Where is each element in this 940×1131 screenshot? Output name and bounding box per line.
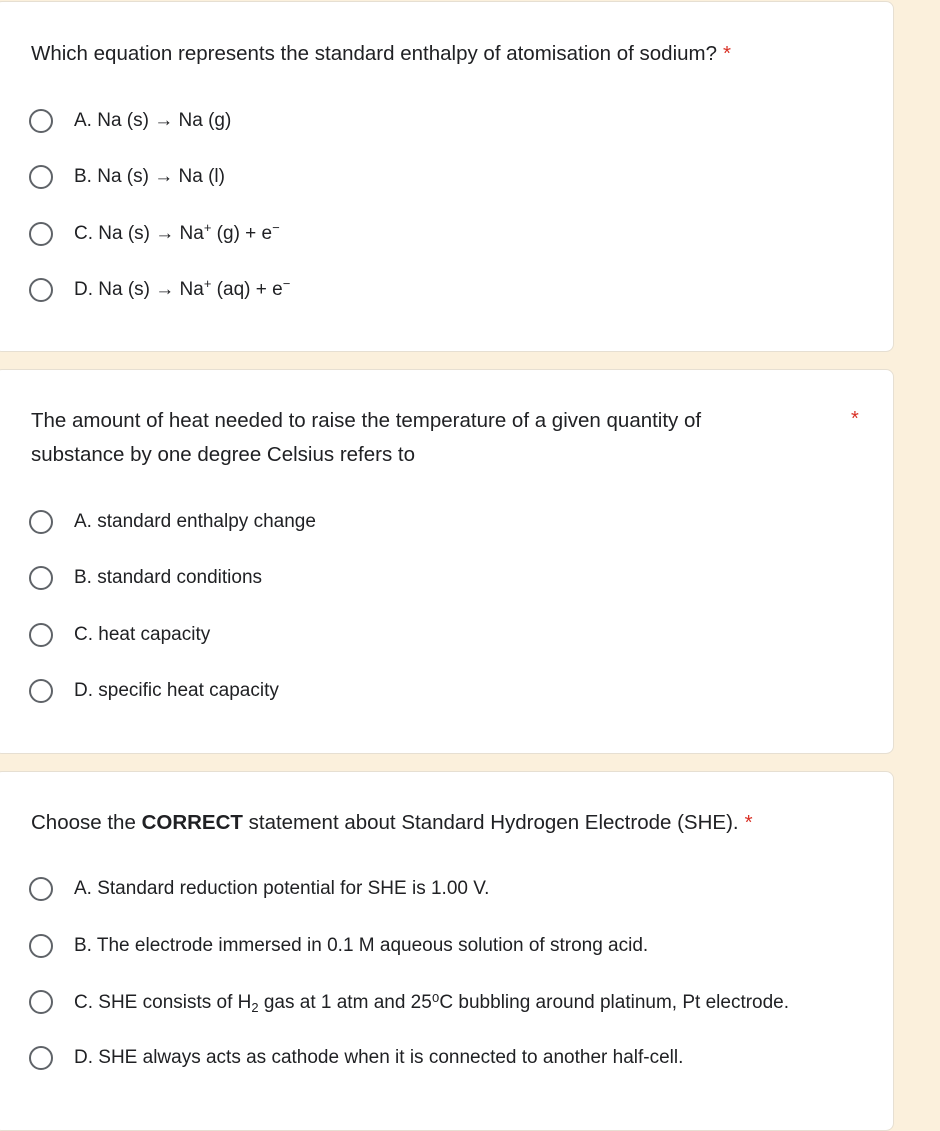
option-label (74, 219, 280, 245)
superscript: − (272, 219, 280, 235)
radio-option-d[interactable] (29, 273, 290, 307)
radio-option-d[interactable] (29, 1041, 683, 1075)
radio-option-a[interactable] (29, 104, 231, 138)
required-asterisk: * (744, 811, 753, 834)
required-asterisk: * (723, 42, 732, 65)
option-label: D. specific heat capacity (74, 680, 279, 701)
radio-option-a[interactable] (29, 872, 489, 906)
radio-button[interactable] (29, 990, 53, 1014)
superscript: + (203, 275, 212, 291)
question-text: The amount of heat needed to raise the temperature of a given quantity of substance by one degree Celsius refers to (31, 409, 702, 466)
radio-option-a[interactable] (29, 505, 316, 539)
radio-button[interactable] (29, 278, 53, 302)
option-label-part: (aq) + e (211, 279, 283, 300)
question-card-2 (0, 369, 894, 754)
option-label: A. standard enthalpy change (74, 511, 316, 532)
radio-option-b[interactable] (29, 160, 225, 194)
option-label (74, 991, 789, 1014)
option-label-part: C. Na (s) → Na (74, 223, 204, 244)
radio-button[interactable] (29, 165, 53, 189)
radio-button[interactable] (29, 1046, 53, 1070)
option-label: B. Na (s) → Na (l) (74, 166, 225, 187)
question-title (31, 404, 791, 472)
radio-option-d[interactable] (29, 674, 279, 708)
option-label: A. Standard reduction potential for SHE is 1.00 V. (74, 878, 490, 899)
question-card-3 (0, 771, 894, 1131)
radio-option-b[interactable] (29, 929, 648, 963)
question-text: Which equation represents the standard enthalpy of atomisation of sodium? (31, 42, 718, 65)
question-card-1 (0, 1, 894, 352)
option-label: C. heat capacity (74, 624, 211, 645)
required-asterisk: * (851, 408, 859, 430)
option-label: A. Na (s) → Na (g) (74, 110, 232, 131)
radio-button[interactable] (29, 222, 53, 246)
radio-button[interactable] (29, 623, 53, 647)
radio-button[interactable] (29, 934, 53, 958)
question-title (31, 806, 753, 840)
option-label (74, 275, 291, 301)
superscript: − (282, 275, 291, 291)
radio-button[interactable] (29, 679, 53, 703)
radio-button[interactable] (29, 566, 53, 590)
radio-option-c[interactable] (29, 217, 280, 251)
radio-button[interactable] (29, 510, 53, 534)
option-label: B. standard conditions (74, 567, 263, 588)
option-label-part: D. Na (s) → Na (74, 279, 204, 300)
radio-option-b[interactable] (29, 561, 262, 595)
question-text: Choose the (31, 811, 142, 834)
subscript: 2 (251, 999, 259, 1015)
option-label: B. The electrode immersed in 0.1 M aqueous solution of strong acid. (74, 935, 649, 956)
option-label: D. SHE always acts as cathode when it is connected to another half-cell. (74, 1047, 684, 1068)
radio-option-c[interactable] (29, 985, 789, 1019)
option-label-part: (g) + e (211, 223, 273, 244)
question-title (31, 37, 731, 71)
question-text-emphasis: CORRECT (141, 811, 243, 834)
radio-option-c[interactable] (29, 618, 210, 652)
option-label-part: C. SHE consists of H (74, 991, 252, 1013)
option-label-part: gas at 1 atm and 25⁰C bubbling around platinum, Pt electrode. (258, 991, 790, 1013)
radio-button[interactable] (29, 109, 53, 133)
question-text: statement about Standard Hydrogen Electrode (SHE). (242, 811, 739, 834)
radio-button[interactable] (29, 877, 53, 901)
superscript: + (203, 219, 212, 235)
